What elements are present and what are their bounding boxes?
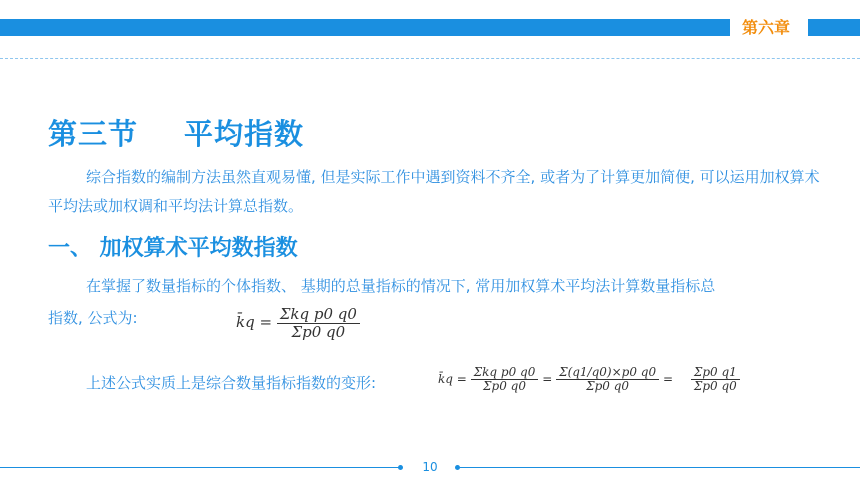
header-bar-left	[0, 19, 730, 36]
section-name: 平均指数	[184, 117, 305, 151]
formula2-f3-denominator: Σp0 q0	[693, 379, 737, 394]
formula2-fraction-3	[691, 366, 740, 393]
footer-line-right	[460, 467, 860, 468]
page-number: 10	[422, 460, 438, 474]
formula-weighted-arithmetic	[236, 306, 360, 340]
body-line-3: 上述公式实质上是综合数量指标指数的变形:	[86, 374, 377, 392]
formula2-fraction-2	[556, 366, 659, 393]
body-line-2: 指数, 公式为:	[48, 309, 138, 327]
header-divider	[0, 58, 860, 59]
formula1-denominator: Σp0 q0	[291, 322, 346, 341]
formula2-f2-denominator: Σp0 q0	[586, 379, 630, 394]
intro-text: 综合指数的编制方法虽然直观易懂, 但是实际工作中遇到资料不齐全, 或者为了计算更加简便, 可以运用加权算术平均法或加权调和平均法计算总指数。	[48, 168, 820, 215]
formula2-f1-denominator: Σp0 q0	[483, 379, 526, 394]
chapter-label: 第六章	[742, 18, 791, 37]
formula2-f3-numerator: Σp0 q1	[691, 366, 740, 380]
section-title	[48, 114, 304, 154]
formula1-numerator: Σkq p0 q0	[277, 306, 360, 324]
formula1-lhs: k̄q =	[236, 313, 273, 331]
body-line-1: 在掌握了数量指标的个体指数、 基期的总量指标的情况下, 常用加权算术平均法计算数量指标总	[86, 277, 716, 295]
footer-line-left	[0, 467, 400, 468]
formula-derivation	[438, 366, 740, 393]
header-bar-right	[808, 19, 860, 36]
formula2-fraction-1	[471, 366, 539, 393]
intro-paragraph	[48, 163, 833, 221]
section-number: 第三节	[48, 117, 139, 151]
formula2-equals-1: =	[542, 372, 553, 387]
subsection-title: 一、 加权算术平均数指数	[48, 236, 298, 261]
formula2-equals-2: =	[662, 372, 673, 387]
formula2-f2-numerator: Σ(q1/q0)×p0 q0	[556, 366, 659, 380]
formula2-f1-numerator: Σkq p0 q0	[471, 366, 539, 380]
footer-dot-left	[398, 465, 403, 470]
formula1-fraction	[277, 306, 360, 340]
formula2-lhs: k̄q =	[438, 372, 467, 387]
